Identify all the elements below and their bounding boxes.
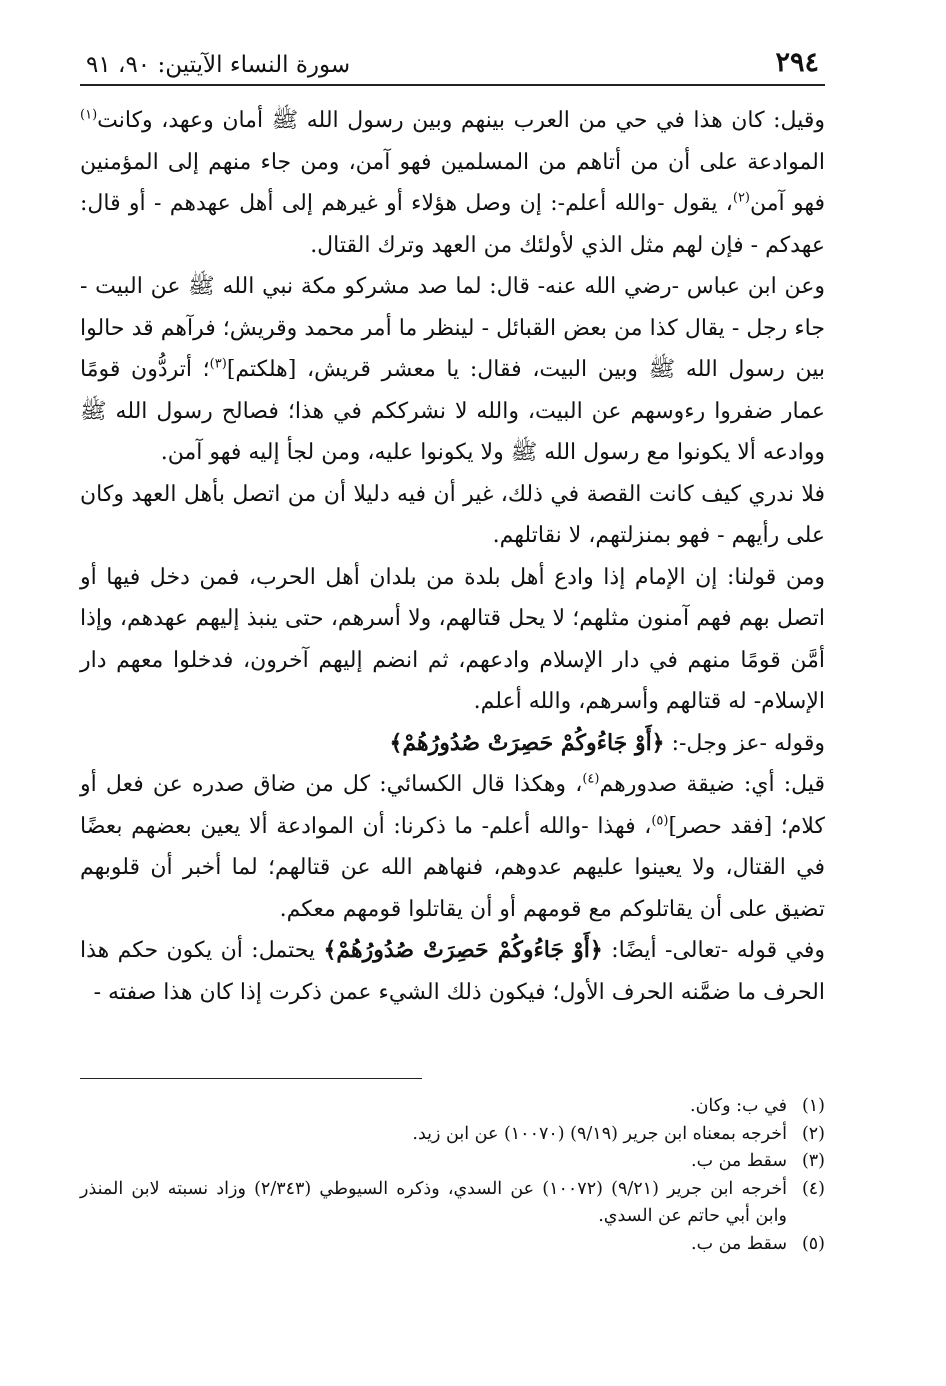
footnote-number: (٢): [801, 1123, 825, 1144]
footnote-ref[interactable]: (١): [80, 107, 98, 123]
footnote-text: في ب: وكان.: [690, 1096, 787, 1116]
footnote-text: سقط من ب.: [691, 1151, 787, 1171]
footnote: [80, 1148, 825, 1176]
text-run: ؛ أتردُّون قومًا عمار ضفروا رءوسهم عن البيت، والله لا نشرككم في هذا؛ فصالح رسول الله ﷺ ووادعه ألا يكونوا مع رسول الله ﷺ ولا يكونوا عليه، ومن لجأ إليه فهو آمن.: [80, 357, 825, 465]
text-run: ومن قولنا: إن الإمام إذا وادع أهل بلدة من بلدان أهل الحرب، فمن دخل فيها أو اتصل بهم فهم آمنون مثلهم؛ لا يحل قتالهم، ولا أسرهم، حتى ينبذ إليهم عهدهم، وإذا أمَّن قومًا منهم في دار الإسلام وادعهم، ثم انضم إليهم آخرون، فدخلوا معهم دار الإسلام- له قتالهم وأسرهم، والله أعلم.: [80, 564, 825, 714]
footnote-number: (٤): [801, 1178, 825, 1199]
footnote-text: أخرجه ابن جرير (٩/٢١) (١٠٠٧٢) عن السدي، وذكره السيوطي (٢/٣٤٣) وزاد نسبته لابن المنذر وابن أبي حاتم عن السدي.: [80, 1178, 788, 1226]
footnote-text: أخرجه بمعناه ابن جرير (٩/١٩) (١٠٠٧٠) عن ابن زيد.: [412, 1123, 787, 1144]
footnote-number: (١): [801, 1096, 825, 1116]
footnote-ref[interactable]: (٥): [651, 813, 669, 829]
text-run: وعن ابن عباس -رضي الله عنه- قال: لما صد مشركو مكة نبي الله ﷺ عن البيت - جاء رجل - يقال كذا من بعض القبائل - لينظر ما أمر محمد وقريش؛ فرآهم قد حالوا بين رسول الله ﷺ وبين البيت، فقال: يا معشر قريش، [هلكتم]: [80, 274, 825, 382]
page-number: ٢٩٤: [775, 47, 819, 78]
text-run: يحتمل: أن يكون حكم هذا الحرف ما ضمَّنه الحرف الأول؛ فيكون ذلك الشيء عمن ذكرت إذا كان هذا صفته -: [80, 938, 825, 1005]
quran-verse: ﴿أَوْ جَاءُوكُمْ حَصِرَتْ صُدُورُهُمْ﴾: [323, 937, 603, 963]
text-run: وفي قوله -تعالى- أيضًا:: [602, 938, 826, 963]
footnote-text: سقط من ب.: [691, 1233, 787, 1254]
footnote-divider: [80, 1078, 422, 1079]
footnote-ref[interactable]: (٢): [732, 190, 750, 206]
text-run: ، وهكذا قال الكسائي: كل من ضاق صدره عن فعل أو كلام؛ [فقد حصر]: [80, 772, 825, 839]
text-run: الموادعة على أن من أتاهم من المسلمين فهو آمن، ومن جاء منهم إلى المؤمنين فهو آمن: [80, 149, 825, 216]
footnote: [80, 1121, 825, 1149]
text-run: قيل: أي: ضيقة صدورهم: [599, 772, 825, 797]
footnote-ref[interactable]: (٣): [209, 356, 227, 372]
footnote-ref[interactable]: (٤): [582, 771, 600, 787]
quran-verse: ﴿أَوْ جَاءُوكُمْ حَصِرَتْ صُدُورُهُمْ﴾: [389, 729, 665, 756]
text-run: وقوله -عز وجل-:: [664, 730, 825, 756]
text-run: وقيل: كان هذا في حي من العرب بينهم وبين رسول الله ﷺ أمان وعهد، وكانت: [97, 108, 825, 133]
text-run: فلا ندري كيف كانت القصة في ذلك، غير أن فيه دليلا أن من اتصل بأهل العهد وكان على رأيهم - فهو بمنزلتهم، لا نقاتلهم.: [80, 481, 825, 548]
running-title: سورة النساء الآيتين: ٩٠، ٩١: [86, 52, 351, 78]
text-run: ، يقول -والله أعلم-: إن وصل هؤلاء أو غيرهم إلى أهل عهدهم - أو قال: عهدكم - فإن لهم مثل الذي لأولئك من العهد وترك القتال.: [80, 191, 825, 258]
footnote-number: (٣): [801, 1151, 825, 1171]
footnote: [80, 1176, 825, 1231]
text-run: ، فهذا -والله أعلم- ما ذكرنا: أن الموادعة ألا يعين بعضهم بعضًا في القتال، ولا يعينوا عليهم عدوهم، فنهاهم الله عن قتالهم؛ لما أخبر أن قلوبهم تضيق على أن يقاتلوكم مع قومهم أو أن يقاتلوا قومهم معكم.: [80, 813, 825, 922]
footnote: [80, 1231, 825, 1259]
footnote-number: (٥): [801, 1233, 825, 1254]
footnote: [80, 1093, 825, 1121]
footnotes: [80, 1093, 825, 1258]
